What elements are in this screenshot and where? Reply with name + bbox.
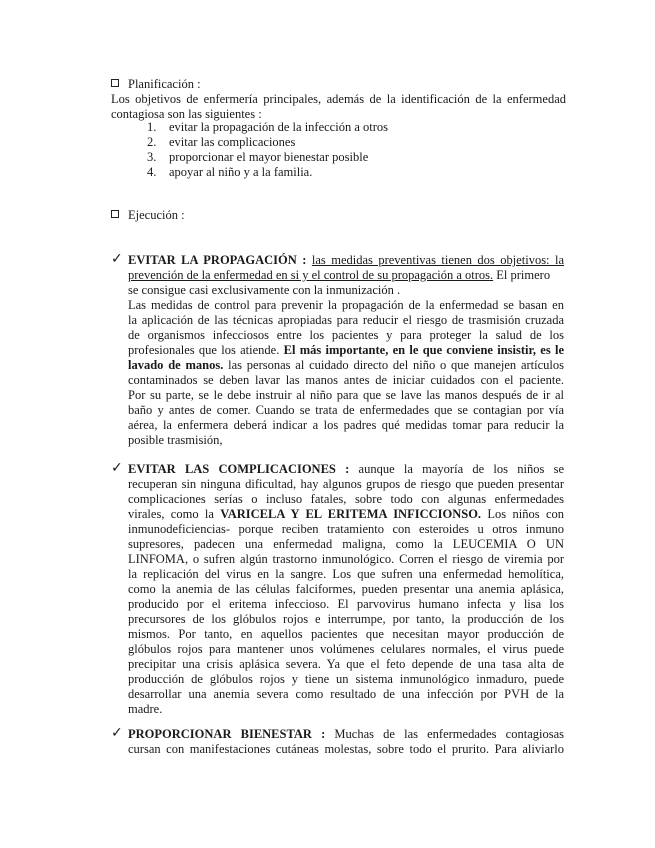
section-line: contaminados se deben lavar las manos antes de iniciar cuidados con el paciente.	[128, 373, 564, 387]
section-title: EVITAR LAS COMPLICACIONES :	[128, 462, 350, 476]
section-line: LINFOMA, o sufren algún trastorno inmunológico. Corren el riesgo de viremia por	[128, 552, 564, 566]
section-line: aérea, la enfermera deberá indicar a los padres qué medidas tomar para reducir la	[128, 418, 564, 432]
section-line: de organismos infecciosos entre los pacientes y para proteger la salud de los	[128, 328, 564, 342]
list-item: 3. proporcionar el mayor bienestar posible	[147, 150, 369, 164]
list-item: 1. evitar la propagación de la infección a otros	[147, 120, 389, 134]
section-line: como la anemia de las células falciformes, pueden presentar una anemia aplásica,	[128, 582, 564, 596]
checkmark-icon: ✓	[111, 725, 123, 741]
section-line: EVITAR LA PROPAGACIÓN : las medidas preventivas tienen dos objetivos: la	[128, 253, 565, 267]
section-line: prevención de la enfermedad en si y el control de su propagación a otros. El primero	[128, 268, 551, 282]
section-line: mismos. Por tanto, en aquellos pacientes que necesitan mayor producción de	[128, 627, 564, 641]
section-line: desarrollar una anemia severa como resultado de una infección por PVH de la	[128, 687, 564, 701]
section-complicaciones	[128, 462, 564, 717]
section-line: precipitar una crisis aplásica severa. Ya que el feto depende de una tasa alta de	[128, 657, 564, 671]
section-line: profesionales que los atiende. El más importante, en le que conviene insistir, es le	[128, 343, 564, 357]
section-line: posible trasmisión,	[128, 433, 223, 447]
list-item: 4. apoyar al niño y a la familia.	[147, 165, 313, 179]
section-propagacion-body	[128, 298, 564, 448]
objectives-list	[147, 120, 388, 180]
section-line: EVITAR LAS COMPLICACIONES : aunque la mayoría de los niños se	[128, 462, 564, 476]
intro-line: contagiosa son las siguientes :	[111, 107, 262, 121]
checkmark-icon: ✓	[111, 460, 123, 476]
square-bullet-icon	[111, 79, 119, 87]
section-line: Las medidas de control para prevenir la propagación de la enfermedad se basan en	[128, 298, 564, 312]
section-line: producido por el eritema infeccioso. El parvovirus humano infecta y lisa los	[128, 597, 564, 611]
section-title: EVITAR LA PROPAGACIÓN :	[128, 253, 307, 267]
intro-line: Los objetivos de enfermería principales, además de la identificación de la enfermedad	[111, 92, 566, 106]
section-line: supresores, padecen una enfermedad maligna, como la LEUCEMIA O UN	[128, 537, 564, 551]
section-line: precursores de los glóbulos rojos e interrumpe, por tanto, la producción de los	[128, 612, 564, 626]
section-line: baño y antes de comer. Cuando se trata de enfermedades que se contagian por vía	[128, 403, 564, 417]
list-item: 2. evitar las complicaciones	[147, 135, 296, 149]
checkmark-icon: ✓	[111, 251, 123, 267]
section-line: glóbulos rojos para mantener unos volúmenes celulares normales, el virus puede	[128, 642, 564, 656]
section-bienestar	[128, 727, 564, 757]
square-bullet-icon	[111, 210, 119, 218]
planificacion-heading	[111, 77, 201, 92]
section-title: PROPORCIONAR BIENESTAR :	[128, 727, 326, 741]
section-line: recuperan sin ninguna dificultad, hay algunos grupos de riesgo que pueden presentar	[128, 477, 564, 491]
planificacion-label: Planificación :	[128, 77, 201, 91]
section-line: inmunodeficiencias- porque reciben tratamiento con esteroides u otros inmuno	[128, 522, 564, 536]
section-line: madre.	[128, 702, 163, 716]
ejecucion-label: Ejecución :	[128, 208, 185, 222]
section-line: virales, como la VARICELA Y EL ERITEMA INFICCIONSO. Los niños con	[128, 507, 564, 521]
section-line: lavado de manos. las personas al cuidado directo del niño o que manejen artículos	[128, 358, 565, 372]
section-line: se consigue casi exclusivamente con la inmunización .	[128, 283, 401, 297]
section-line: cursan con manifestaciones cutáneas molestas, sobre todo el prurito. Para aliviarlo	[128, 742, 564, 756]
section-line: la replicación del virus en la sangre. Los que sufren una enfermedad hemolítica,	[128, 567, 564, 581]
section-line: Por su parte, se le debe instruir al niño para que se lave las manos después de ir al	[128, 388, 564, 402]
section-line: la aplicación de las técnicas apropiadas para reducir el riesgo de trasmisión cruzada	[128, 313, 564, 327]
section-line: complicaciones serías o incluso fatales, sobre todo con algunas enfermedades	[128, 492, 564, 506]
section-line: producción de glóbulos rojos y tiene un sistema inmunológico inmaduro, puede	[128, 672, 564, 686]
ejecucion-heading	[111, 208, 185, 223]
section-line: PROPORCIONAR BIENESTAR : Muchas de las enfermedades contagiosas	[128, 727, 565, 741]
planificacion-intro	[111, 92, 566, 122]
section-propagacion	[128, 253, 564, 298]
